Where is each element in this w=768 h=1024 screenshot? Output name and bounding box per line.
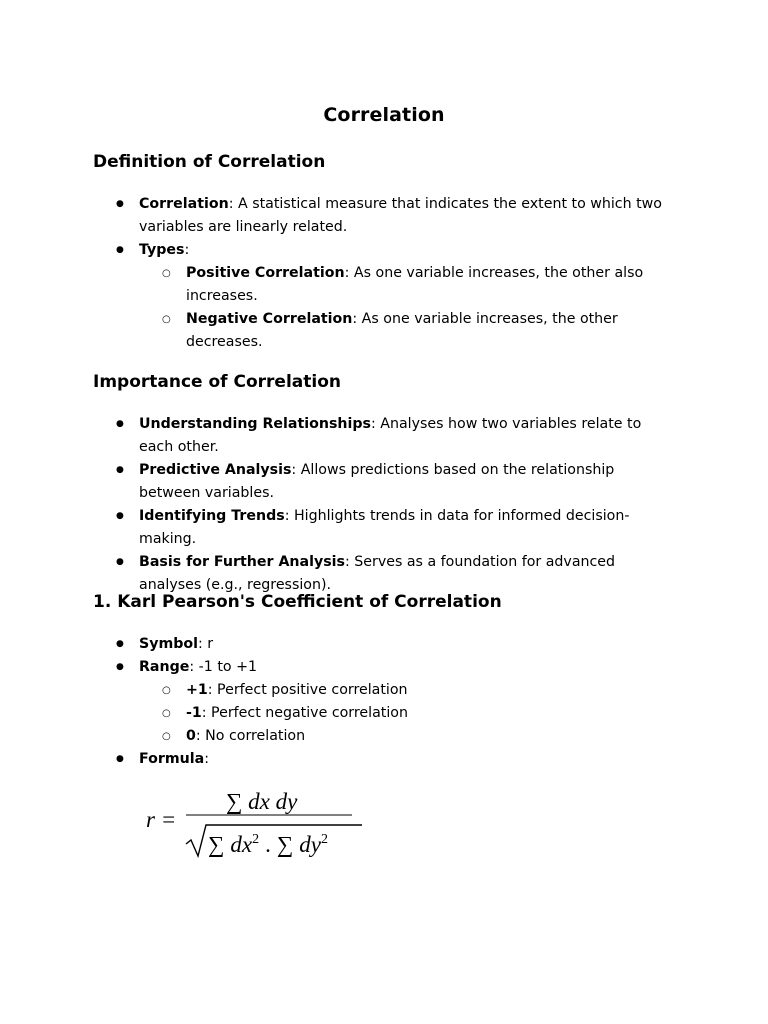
formula-lhs: r = (146, 807, 177, 832)
sub-list-item: ○ Negative Correlation: As one variable increases, the other decreases. (0, 308, 768, 354)
list-item: ● Types: (0, 239, 768, 262)
pearson-formula (140, 778, 380, 868)
formula-denominator: ∑ $dx^2$ . ∑ $dy^2$ (208, 832, 328, 857)
importance-list (0, 413, 768, 597)
sub-list-item: ○ Positive Correlation: As one variable increases, the other also increases. (0, 262, 768, 308)
formula-numerator: ∑ dx dy (226, 789, 298, 814)
list-item: ● Identifying Trends: Highlights trends in data for informed decision-making. (0, 505, 768, 551)
sub-list-item: ○ -1: Perfect negative correlation (0, 702, 768, 725)
list-item: ● Basis for Further Analysis: Serves as a foundation for advanced analyses (e.g., regression). (0, 551, 768, 597)
sub-list-item: ○ 0: No correlation (0, 725, 768, 748)
page-title: Correlation (323, 104, 445, 126)
definition-list (0, 193, 768, 354)
list-item: ● Predictive Analysis: Allows predictions based on the relationship between variables. (0, 459, 768, 505)
list-item: ● Correlation: A statistical measure that indicates the extent to which two variables are linearly related. (0, 193, 768, 239)
list-item: ● Formula: (0, 748, 768, 771)
list-item: ● Symbol: r (0, 633, 768, 656)
sub-list-item: ○ +1: Perfect positive correlation (0, 679, 768, 702)
heading-importance: Importance of Correlation (93, 372, 341, 392)
pearson-list (0, 633, 768, 771)
heading-karl-pearson: 1. Karl Pearson's Coefficient of Correlation (93, 592, 502, 612)
list-item: ● Understanding Relationships: Analyses how two variables relate to each other. (0, 413, 768, 459)
heading-definition: Definition of Correlation (93, 152, 326, 172)
list-item: ● Range: -1 to +1 (0, 656, 768, 679)
